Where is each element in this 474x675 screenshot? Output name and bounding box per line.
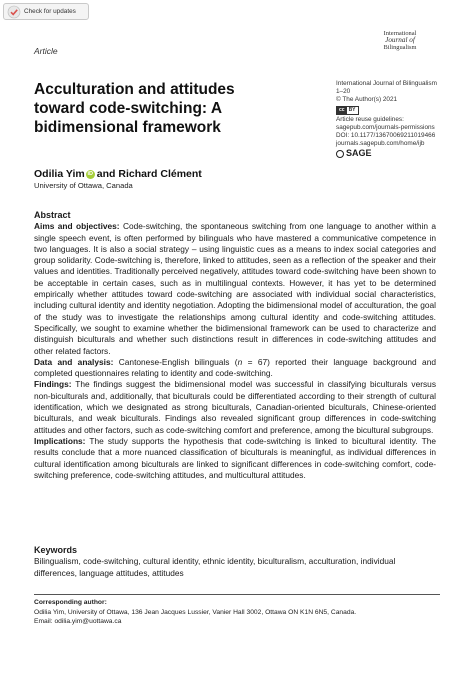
footnote-divider: [34, 594, 440, 595]
affiliation: University of Ottawa, Canada: [34, 181, 133, 190]
title-line3: bidimensional framework: [34, 119, 221, 136]
article-meta: [336, 80, 448, 158]
corresponding-author: [34, 598, 440, 627]
author-list: [34, 168, 202, 180]
journal-logo-line3: Bilingualism: [383, 44, 417, 52]
findings-text: The findings suggest the bidimensional model was successful in classifying biculturals versus non-biculturals and, additionally, that biculturals could be differentiated according to their strength of cultural identification, which we designated as strong biculturals, Canadian-oriented biculturals, Chinese-oriented biculturals, and weak biculturals. Findings also revealed significant group differences in code-switching attitudes and other factors, such as code-switching comfort and preference, among the bicultural subgroups.: [34, 379, 436, 435]
reuse-guidelines: Article reuse guidelines:: [336, 115, 404, 123]
sage-logo-icon: [336, 150, 344, 158]
author-1: Odilia Yim: [34, 168, 85, 180]
implications-text: The study supports the hypothesis that code-switching is linked to bicultural identity. The results conclude that a more nuanced classification of biculturals is meaningful, as individual differences in cultural identification among biculturals are linked to significant differences in code-switching comfort, code-switching preference, code-switching attitudes, and multicultural attitudes.: [34, 435, 436, 480]
implications-label: Implications:: [34, 435, 86, 446]
keywords-section: [34, 545, 436, 579]
article-type-label: Article: [34, 46, 58, 56]
data-n: n: [237, 356, 243, 367]
abstract-section: [34, 210, 436, 481]
check-for-updates-button[interactable]: [3, 3, 89, 20]
findings-label: Findings:: [34, 379, 72, 390]
abstract-heading: Abstract: [34, 210, 71, 220]
corresponding-heading: Corresponding author:: [34, 599, 107, 606]
by-icon: BY: [348, 106, 356, 113]
orcid-icon[interactable]: iD: [87, 170, 94, 177]
data-text-a: Cantonese-English bilinguals (: [113, 356, 238, 367]
journal-logo-line2: Journal of: [385, 36, 415, 45]
page-range: 1–20: [336, 88, 351, 96]
reuse-link[interactable]: sagepub.com/journals-permissions: [336, 123, 435, 131]
corresponding-address: Odilia Yim, University of Ottawa, 136 Jean Jacques Lussier, Vanier Hall 3002, Ottawa ON K1N 6N5, Canada.: [34, 608, 357, 616]
journal-logo: [360, 30, 440, 52]
data-label: Data and analysis:: [34, 356, 114, 367]
journal-name: International Journal of Bilingualism: [336, 80, 437, 87]
abstract-aims: [34, 221, 436, 357]
journal-homepage-link[interactable]: journals.sagepub.com/home/ijb: [336, 140, 425, 148]
cc-license-badge[interactable]: [336, 106, 359, 115]
check-for-updates-label: Check for updates: [24, 8, 76, 15]
title-line2: toward code-switching: A: [34, 100, 223, 117]
keywords-heading: Keywords: [34, 545, 78, 555]
abstract-data: [34, 357, 436, 380]
publisher-name: SAGE: [346, 148, 372, 159]
title-line1: Acculturation and attitudes: [34, 81, 235, 98]
journal-logo-line1: International: [383, 30, 417, 37]
publisher-logo: [336, 149, 448, 157]
doi[interactable]: DOI: 10.1177/13670069211019466: [336, 132, 436, 140]
abstract-implications: [34, 436, 436, 481]
copyright: © The Author(s) 2021: [336, 96, 398, 104]
cc-icon: cc: [339, 106, 345, 113]
aims-label: Aims and objectives:: [34, 221, 120, 232]
data-text-b: = 67) reported their language background and completed questionnaires relating to identity and code-switching.: [34, 356, 436, 379]
check-for-updates-icon: [7, 5, 21, 19]
author-2: and Richard Clément: [96, 168, 202, 180]
article-title: [34, 80, 334, 137]
keywords-text: Bilingualism, code-switching, cultural identity, ethnic identity, biculturalism, acculturation, individual differences, language attitudes, attitudes: [34, 556, 396, 578]
corresponding-email[interactable]: Email: odilia.yim@uottawa.ca: [34, 618, 122, 626]
abstract-findings: [34, 379, 436, 435]
aims-text: Code-switching, the spontaneous switching from one language to another within a single speech event, is often performed by bilinguals who have mastered a communicative competence in two languages. It is also a social strategy – using linguistic cues as a means to index social categories and group solidarity. Code-switching is, therefore, linked to attitudes, seen as a reflection of the speaker and their values and identities. Traditionally perceived negatively, attitudes toward code-switching have been shown to be acceptable in certain cases, such as in multilingual contexts. However, it has yet to be determined empirically whether attitudes toward code-switching are associated with individual social characteristics, including cultural identity and identity negotiation. Adopting the bidimensional model of acculturation, the goal of the study was to investigate the relationships among cultural identity and code-switching attitudes. Specifically, we sought to examine whether the bidimensional framework can be used to characterize and distinguish biculturals and whether such distinctions result in differences in code-switching attitudes and other related factors.: [34, 221, 437, 356]
